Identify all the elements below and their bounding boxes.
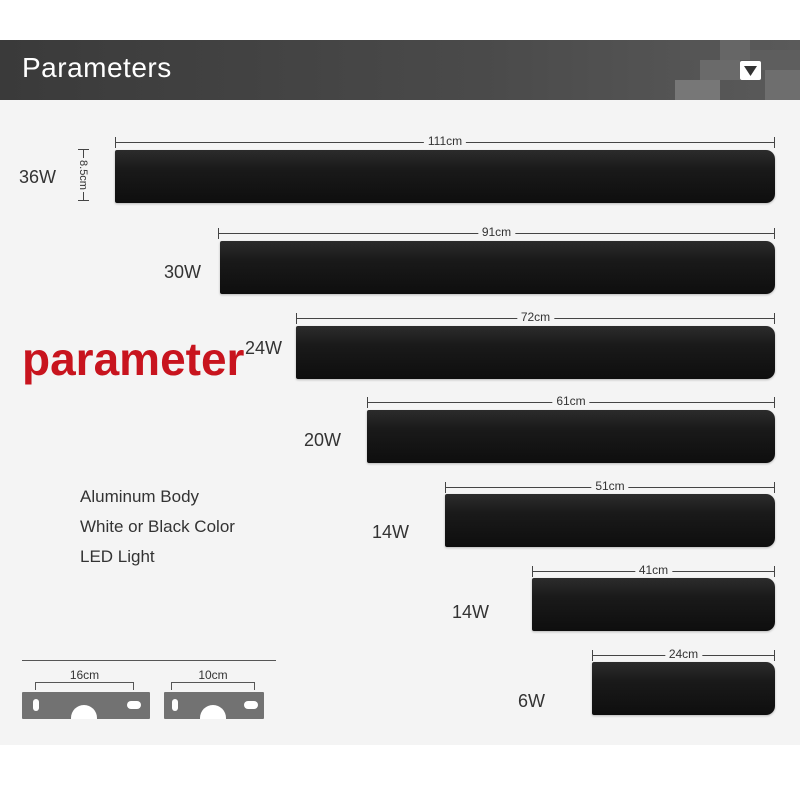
mounting-bracket-large [22, 692, 150, 719]
height-dimension-label: 8.5cm [77, 160, 89, 190]
header-decoration [700, 60, 740, 80]
wattage-label: 24W [245, 338, 283, 358]
height-dimension [78, 149, 88, 201]
parameter-heading: parameter [22, 333, 245, 385]
wattage-label: 36W [19, 167, 57, 187]
bracket-divider [22, 660, 276, 661]
bracket-dimension [171, 668, 255, 690]
header-title: Parameters [22, 52, 172, 83]
bracket-label: 10cm [198, 668, 228, 682]
wattage-label: 14W [452, 602, 490, 622]
header-decoration [720, 40, 750, 60]
header-decoration [680, 40, 720, 60]
lamp-bar-14w [445, 494, 775, 547]
wattage-label: 6W [518, 691, 545, 711]
header-decoration [765, 70, 800, 100]
header-decoration [675, 80, 720, 100]
length-dimension [367, 394, 775, 408]
lamp-bar-6w [592, 662, 775, 715]
wattage-label: 20W [304, 430, 342, 450]
length-dimension [592, 647, 775, 661]
length-dimension [115, 134, 775, 148]
wattage-label: 30W [164, 262, 202, 282]
dropdown-toggle[interactable] [740, 61, 761, 80]
feature-item: Aluminum Body [80, 487, 200, 506]
feature-list [80, 485, 235, 575]
lamp-bar-30w [220, 241, 775, 294]
mounting-bracket-small [164, 692, 264, 719]
feature-item: White or Black Color [80, 517, 235, 536]
length-label: 24cm [665, 647, 702, 661]
length-dimension [218, 225, 775, 239]
length-dimension [296, 310, 775, 324]
wattage-label: 14W [372, 522, 410, 542]
section-header [0, 40, 800, 100]
triangle-down-icon [744, 66, 757, 76]
bracket-dimension [35, 668, 134, 690]
lamp-bar-20w [367, 410, 775, 463]
lamp-bar-14w-small [532, 578, 775, 631]
length-label: 111cm [424, 134, 466, 148]
length-label: 51cm [591, 479, 628, 493]
lamp-bar-36w [115, 150, 775, 203]
length-dimension [445, 479, 775, 493]
length-label: 91cm [478, 225, 515, 239]
length-label: 41cm [635, 563, 672, 577]
lamp-bar-24w [296, 326, 775, 379]
length-label: 72cm [517, 310, 554, 324]
bracket-label: 16cm [69, 668, 100, 682]
length-dimension [532, 563, 775, 577]
length-label: 61cm [552, 394, 589, 408]
feature-item: LED Light [80, 547, 155, 566]
